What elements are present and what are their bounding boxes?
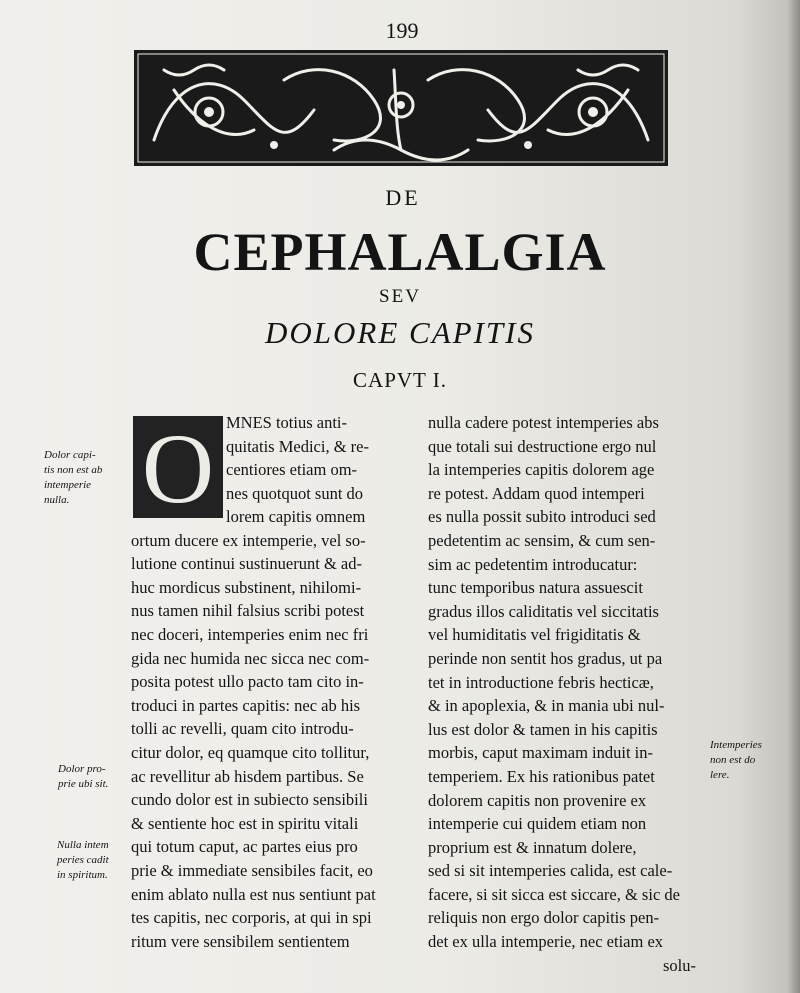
heading-subtitle: DOLORE CAPITIS [265,315,535,350]
text-line: vel humiditatis vel frigiditatis & [428,625,641,645]
text-line: nus tamen nihil falsius scribi potest [131,601,365,621]
text-line: lus est dolor & tamen in his capitis [428,719,658,739]
text-line: tet in introductione febris hecticæ, [428,672,654,692]
text-line: gida nec humida nec sicca nec com- [131,648,370,668]
text-line: perinde non sentit hos gradus, ut pa [428,648,663,668]
text-line: es nulla possit subito introduci sed [428,507,656,527]
text-line: tolli ac revelli, quam cito introdu- [131,719,354,739]
heading-de: DE [385,185,421,210]
page-number: 199 [385,18,419,43]
text-line: lorem capitis omnem [226,507,366,526]
text-line: la intemperies capitis dolorem age [428,460,655,480]
initial-letter: O [141,416,215,518]
left-column [131,505,423,953]
text-line: prie & immediate sensibiles facit, eo [131,860,373,880]
text-line: morbis, caput maximam induit in- [428,743,654,763]
text-line: troduci in partes capitis: nec ab his [131,695,361,715]
margin-note-4 [710,738,762,783]
text-line: det ex ulla intemperie, nec etiam ex [428,932,664,952]
margin-note-line: non est do [710,754,756,766]
right-column [428,411,713,977]
text-line: centiores etiam om- [226,460,358,480]
text-line: tunc temporibus natura assuescit [428,578,643,598]
margin-note-2 [58,762,108,792]
text-line: que totali sui destructione ergo nul [428,436,657,456]
margin-note-line: nulla. [44,494,70,506]
text-line: reliquis non ergo dolor capitis pen- [428,908,660,928]
text-line: & in apoplexia, & in mania ubi nul- [428,696,665,716]
text-line: intemperie cui quidem etiam non [428,814,647,834]
margin-note-1 [44,448,102,508]
catchword: solu- [663,955,696,975]
ornamental-headpiece [134,50,668,166]
heading-title: CEPHALALGIA [193,222,607,282]
margin-note-line: Nulla intem [57,839,109,851]
text-line: gradus illos caliditatis vel siccitatis [428,601,659,621]
text-line: proprium est & innatum dolere, [428,837,637,857]
margin-note-line: peries cadit [57,854,109,866]
left-column-indented [226,411,420,505]
text-line: lutione continui sustinuerunt & ad- [131,554,362,574]
margin-note-line: intemperie [44,479,92,491]
margin-note-line: Intemperies [710,739,762,751]
text-line: ortum ducere ex intemperie, vel so- [131,530,366,550]
margin-note-line: prie ubi sit. [58,778,109,790]
text-line: ac revellitur ab hisdem partibus. Se [131,766,364,786]
text-line: pedetentim ac sensim, & cum sen- [428,530,656,550]
heading-seu: SEV [379,286,421,307]
text-line: sed si sit intemperies calida, est cale- [428,861,673,881]
text-line: cundo dolor est in subiecto sensibili [131,790,368,810]
margin-note-line: Dolor pro- [58,763,106,775]
text-line: dolorem capitis non provenire ex [428,790,647,810]
text-line: & sentiente hoc est in spiritu vitali [131,813,359,833]
text-line: posita potest ullo pacto tam cito in- [131,672,364,692]
text-line: ritum vere sensibilem sentientem [131,931,350,951]
page-edge [786,0,800,993]
text-line: nec doceri, intemperies enim nec fri [131,624,369,644]
margin-note-line: lere. [710,769,730,781]
margin-note-line: in spiritum. [57,869,108,881]
margin-note-3 [57,838,109,883]
text-line: temperiem. Ex his rationibus patet [428,766,655,786]
text-line: huc mordicus substinent, nihilomi- [131,577,362,597]
text-line: qui totum caput, ac partes eius pro [131,837,358,857]
text-line: citur dolor, eq quamque cito tollitur, [131,742,370,762]
text-line: quitatis Medici, & re- [226,436,369,456]
text-line: sim ac pedetentim introducatur: [428,554,638,574]
text-line: nes quotquot sunt do [226,483,364,503]
text-line: tes capitis, nec corporis, at qui in spi [131,908,372,928]
margin-note-line: Dolor capi- [44,449,96,461]
margin-note-line: tis non est ab [44,464,103,476]
text-line: facere, si sit sicca est siccare, & sic de [428,884,680,904]
text-line: re potest. Addam quod intemperi [428,483,645,503]
text-line: nulla cadere potest intemperies abs [428,413,659,432]
chapter-heading: CAPVT I. [353,368,447,392]
decorated-initial [133,416,223,518]
text-line: MNES totius anti- [226,413,348,432]
text-line: enim ablato nulla est nus sentiunt pat [131,884,376,904]
